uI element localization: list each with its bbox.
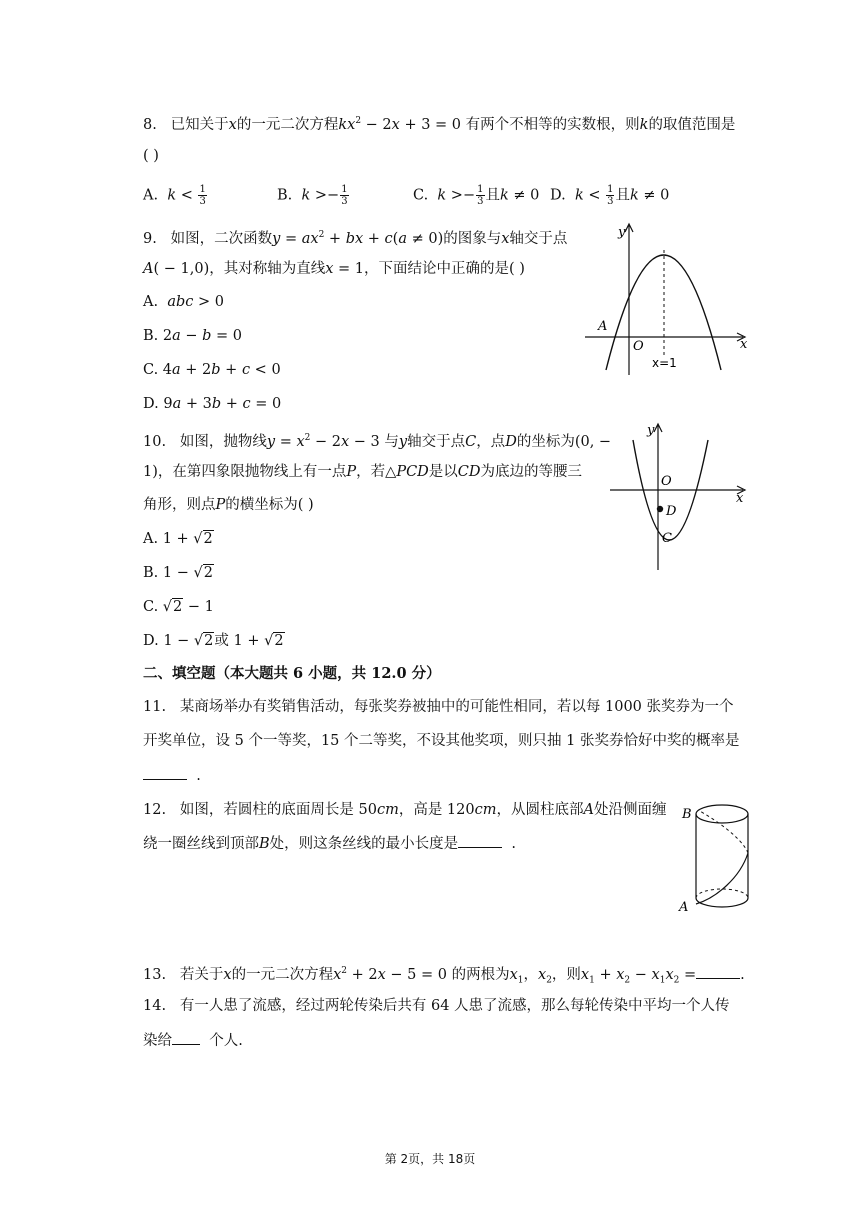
q9-stem-line1: 9. 如图，二次函数$y = ax^2$ + bx + c(a ≠ 0)的图象与x轴交于点: [143, 230, 568, 247]
q9-label-a: A: [598, 319, 608, 334]
q8-option-c: C. k >− $\frac{1}{3}$ 且k ≠ 0: [413, 184, 540, 207]
q10-label-o: O: [661, 474, 672, 489]
q8-option-b: B. k >− $\frac{1}{3}$: [277, 184, 348, 207]
q9-label-y: y: [618, 225, 626, 240]
q10-stem-line3: 角形，则点P的横坐标为( ): [143, 497, 314, 513]
q13-answer-blank[interactable]: [696, 964, 740, 979]
q9-option-a: A. abc > 0: [143, 294, 224, 310]
q10-option-d: D. 1 − √2或 1 + √2: [143, 633, 284, 649]
q9-parabola-figure: [580, 220, 755, 380]
q12-cylinder-figure: [676, 798, 756, 920]
q9-stem-line2: A( − 1,0)，其对称轴为直线x = 1，下面结论中正确的是( ): [143, 261, 525, 277]
q12-top-ellipse: [696, 805, 748, 823]
q11-stem-line1: 11. 某商场举办有奖销售活动，每张奖券被抽中的可能性相同，若以每 1000 张奖券为一个: [143, 699, 734, 715]
q13-stem: 13. 若关于x的一元二次方程$x^2 + 2x - 5 = 0$ 的两根为$x_1$，$x_2$，则$x_1 + x_2 - x_1x_2$ = .: [143, 961, 745, 991]
q10-option-a: A. 1 + √2: [143, 531, 213, 547]
q10-stem-line1: 10. 如图，抛物线$y = x^2 - 2x - 3$ 与y轴交于点C，点D的坐标为(0, −: [143, 433, 612, 450]
page-footer: 第 2页，共 18页: [384, 1152, 476, 1166]
q9-option-b: B. 2a − b = 0: [143, 328, 243, 344]
q11-answer-blank[interactable]: [143, 765, 187, 780]
q10-label-d: D: [666, 504, 677, 519]
q10-label-y: y: [647, 423, 655, 438]
q10-option-b: B. 1 − √2: [143, 565, 213, 581]
q12-stem-line2: 绕一圈丝线到顶部B处，则这条丝线的最小长度是 .: [143, 833, 516, 854]
q8-option-d: D. k < $\frac{1}{3}$ 且k ≠ 0: [550, 184, 670, 207]
q11-stem-line3: .: [143, 765, 201, 786]
q12-string-back: [698, 810, 748, 853]
q9-label-x: x: [740, 337, 748, 352]
q10-stem-line2: 1)，在第四象限抛物线上有一点P，若△PCD是以CD为底边的等腰三: [143, 464, 583, 480]
q12-label-b: B: [682, 807, 692, 822]
q9-option-c: C. 4a + 2b + c < 0: [143, 362, 281, 378]
section-title-fill-in: 二、填空题（本大题共 6 小题，共 12.0 分）: [143, 665, 441, 682]
q9-option-d: D. 9a + 3b + c = 0: [143, 396, 282, 412]
q12-bottom-ellipse-front: [696, 898, 748, 907]
q10-point-d: [657, 506, 663, 512]
q12-answer-blank[interactable]: [458, 833, 502, 848]
q12-stem-line1: 12. 如图，若圆柱的底面周长是 50cm，高是 120cm，从圆柱底部A处沿侧面缠: [143, 802, 667, 818]
q14-stem-line2: 染给 个人.: [143, 1030, 243, 1051]
q14-stem-line1: 14. 有一人患了流感，经过两轮传染后共有 64 人患了流感，那么每轮传染中平均一个人传: [143, 998, 730, 1014]
q12-label-a: A: [679, 900, 689, 915]
q10-label-c: C: [662, 531, 672, 546]
q11-stem-line2: 开奖单位，设 5 个一等奖，15 个二等奖，不设其他奖项，则只抽 1 张奖券恰好中奖的概率是: [143, 733, 740, 749]
q10-label-x: x: [736, 491, 744, 506]
q14-answer-blank[interactable]: [172, 1030, 200, 1045]
q9-label-o: O: [633, 339, 644, 354]
q8-option-a: A. k < $\frac{1}{3}$: [143, 184, 206, 207]
q10-parabola-figure: [605, 420, 760, 575]
q12-string-front: [696, 853, 748, 904]
q10-option-c: C. √2 − 1: [143, 599, 214, 615]
q9-label-sym: x=1: [652, 356, 677, 370]
q8-paren: ( ): [143, 148, 159, 164]
q8-stem: 8. 已知关于x的一元二次方程$kx^2 - 2x + 3 = 0$ 有两个不相等的实数根，则k的取值范围是: [143, 116, 736, 133]
